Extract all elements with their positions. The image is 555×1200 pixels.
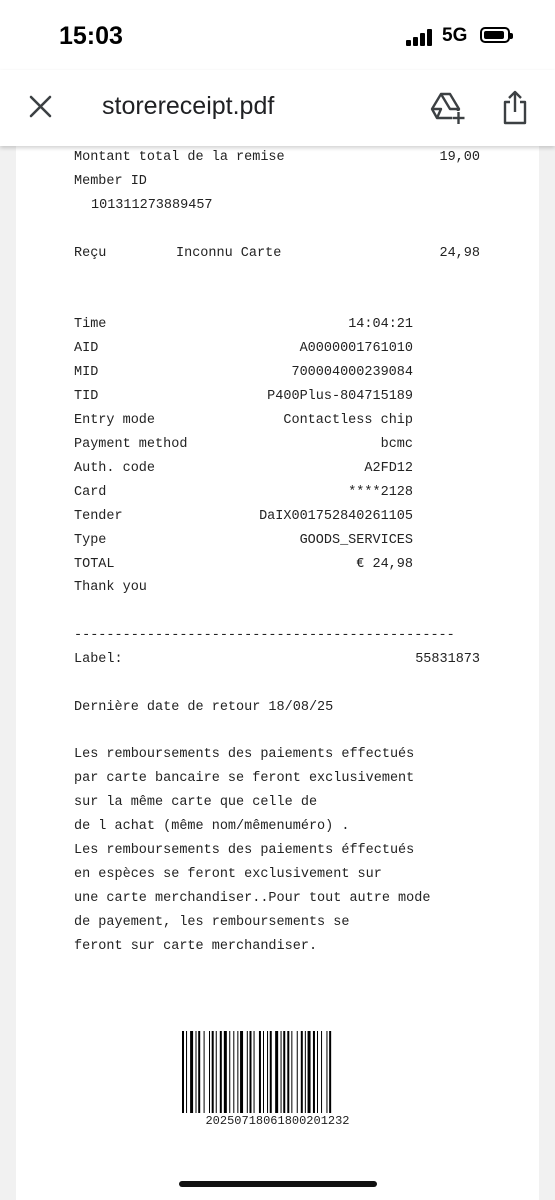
policy-line: sur la même carte que celle de — [74, 795, 318, 810]
detail-label: TOTAL — [74, 557, 115, 572]
detail-value: GOODS_SERVICES — [299, 533, 413, 548]
barcode-bar — [270, 1031, 272, 1113]
detail-value: € 24,98 — [356, 557, 413, 572]
remise-value: 19,00 — [439, 150, 480, 165]
detail-value: A0000001761010 — [299, 341, 413, 356]
barcode-bar — [216, 1031, 217, 1113]
policy-line: feront sur carte merchandiser. — [74, 939, 318, 954]
member-id-label: Member ID — [74, 174, 147, 189]
recu-type: Inconnu Carte — [176, 246, 282, 261]
policy-line: en espèces se feront exclusivement sur — [74, 867, 382, 882]
thank-you-text: Thank you — [74, 580, 147, 595]
barcode-bar — [229, 1031, 230, 1113]
policy-line: une carte merchandiser..Pour tout autre mode — [74, 891, 431, 906]
barcode-bar — [186, 1031, 187, 1113]
signal-icon — [406, 29, 434, 46]
detail-value: P400Plus-804715189 — [267, 389, 413, 404]
separator-line: ----------------------------------------------- — [74, 628, 455, 643]
pdf-page[interactable] — [16, 146, 539, 1200]
policy-line: de payement, les remboursements se — [74, 915, 350, 930]
barcode-bar — [267, 1031, 268, 1113]
share-icon — [497, 88, 533, 128]
barcode-bar — [326, 1031, 327, 1113]
barcode-bar — [182, 1031, 184, 1113]
add-to-drive-button[interactable] — [428, 88, 466, 126]
detail-label: Time — [74, 317, 107, 332]
detail-label: TID — [74, 389, 99, 404]
detail-label: Entry mode — [74, 413, 156, 428]
share-button[interactable] — [497, 88, 533, 128]
home-indicator[interactable] — [179, 1181, 377, 1187]
barcode-bar — [259, 1031, 261, 1113]
barcode-bar — [212, 1031, 214, 1113]
barcode-bar — [237, 1031, 238, 1113]
barcode-bar — [247, 1031, 248, 1113]
barcode-bar — [240, 1031, 243, 1113]
barcode-bar — [329, 1031, 331, 1113]
barcode-bar — [321, 1031, 322, 1113]
barcode-bar — [297, 1031, 298, 1113]
policy-line: de l achat (même nom/mêmenuméro) . — [74, 819, 350, 834]
add-to-drive-icon — [428, 88, 466, 126]
detail-value: A2FD12 — [364, 461, 413, 476]
barcode-bar — [190, 1031, 193, 1113]
detail-label: MID — [74, 365, 99, 380]
barcode-bar — [308, 1031, 311, 1113]
barcode-bar — [281, 1031, 282, 1113]
barcode-bar — [198, 1031, 200, 1113]
detail-label: Payment method — [74, 437, 188, 452]
barcode-bar — [305, 1031, 306, 1113]
barcode-bar — [287, 1031, 289, 1113]
policy-line: Les remboursements des paiements effectués — [74, 747, 415, 762]
detail-value: Contactless chip — [283, 413, 413, 428]
detail-value: ****2128 — [348, 485, 413, 500]
detail-label: Tender — [74, 509, 123, 524]
policy-line: par carte bancaire se feront exclusivement — [74, 771, 415, 786]
barcode-bar — [209, 1031, 210, 1113]
recu-value: 24,98 — [439, 246, 480, 261]
detail-label: Auth. code — [74, 461, 156, 476]
detail-value: 700004000239084 — [291, 365, 413, 380]
barcode-bar — [313, 1031, 315, 1113]
detail-value: 14:04:21 — [348, 317, 413, 332]
status-bar — [0, 0, 555, 70]
detail-label: Type — [74, 533, 107, 548]
barcode-bar — [263, 1031, 264, 1113]
remise-label: Montant total de la remise — [74, 150, 285, 165]
detail-label: AID — [74, 341, 99, 356]
barcode-bar — [196, 1031, 197, 1113]
barcode-bar — [301, 1031, 303, 1113]
barcode-bar — [233, 1031, 234, 1113]
detail-value: DaIX001752840261105 — [259, 509, 413, 524]
return-date: Dernière date de retour 18/08/25 — [74, 700, 334, 715]
barcode-bar — [254, 1031, 255, 1113]
barcode — [182, 1031, 377, 1113]
barcode-bar — [224, 1031, 227, 1113]
member-id-value: 101311273889457 — [91, 198, 213, 213]
barcode-bar — [220, 1031, 222, 1113]
barcode-bar — [317, 1031, 318, 1113]
label-value: 55831873 — [415, 652, 480, 667]
barcode-bar — [291, 1031, 292, 1113]
label-label: Label: — [74, 652, 123, 667]
detail-value: bcmc — [380, 437, 413, 452]
barcode-bar — [275, 1031, 278, 1113]
status-time: 15:03 — [59, 22, 123, 50]
network-type: 5G — [442, 25, 468, 46]
detail-label: Card — [74, 485, 107, 500]
recu-label: Reçu — [74, 246, 107, 261]
barcode-bar — [204, 1031, 205, 1113]
document-title: storereceipt.pdf — [102, 92, 275, 120]
barcode-bar — [250, 1031, 252, 1113]
app-bar — [0, 70, 555, 146]
barcode-number: 20250718061800201232 — [205, 1114, 350, 1128]
close-icon — [24, 90, 58, 124]
policy-line: Les remboursements des paiements éffectués — [74, 843, 415, 858]
barcode-bar — [283, 1031, 285, 1113]
battery-icon — [480, 27, 510, 43]
close-button[interactable] — [24, 90, 58, 124]
